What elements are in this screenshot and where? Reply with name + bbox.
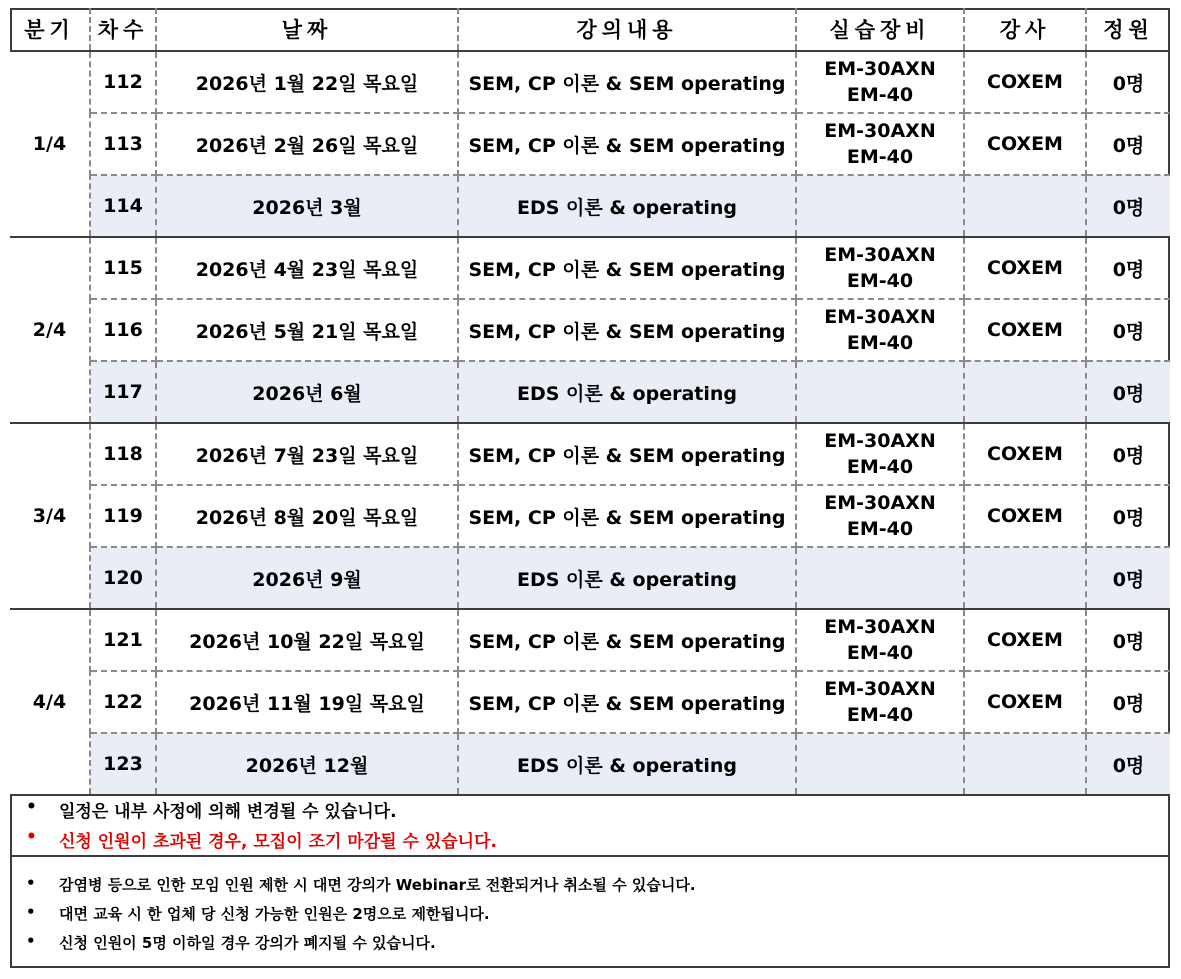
capacity-cell: 0명 [1086,299,1170,361]
note-text: 일정은 내부 사정에 의해 변경될 수 있습니다. [59,802,397,822]
bullet-icon: • [26,874,36,892]
bullet-icon: • [26,932,36,950]
header-session: 차수 [90,8,156,51]
capacity-cell: 0명 [1086,547,1170,609]
equipment-cell [796,547,964,609]
schedule-body [10,51,1170,795]
date-cell: 2026년 2월 26일 목요일 [156,113,458,175]
capacity-cell: 0명 [1086,175,1170,237]
instructor-cell: COXEM [964,113,1086,175]
equipment-model: EM-40 [846,146,914,168]
session-cell: 121 [90,609,156,671]
equipment-model: EM-30AXN [824,306,936,328]
table-row [10,609,1170,671]
topic-cell: SEM, CP 이론 & SEM operating [458,237,796,299]
equipment-cell [796,51,964,113]
topic-cell: SEM, CP 이론 & SEM operating [458,299,796,361]
instructor-cell [964,547,1086,609]
header-capacity: 정원 [1086,8,1170,51]
table-row [10,547,1170,609]
equipment-cell [796,423,964,485]
table-row [10,113,1170,175]
session-cell: 112 [90,51,156,113]
date-cell: 2026년 5월 21일 목요일 [156,299,458,361]
equipment-model: EM-40 [846,270,914,292]
equipment-model: EM-30AXN [824,120,936,142]
instructor-cell: COXEM [964,51,1086,113]
instructor-cell [964,361,1086,423]
table-row [10,361,1170,423]
session-cell: 113 [90,113,156,175]
bullet-icon: • [26,797,37,817]
session-cell: 117 [90,361,156,423]
topic-cell: SEM, CP 이론 & SEM operating [458,51,796,113]
date-cell: 2026년 9월 [156,547,458,609]
equipment-cell [796,609,964,671]
date-cell: 2026년 12월 [156,733,458,795]
note-text: 감염병 등으로 인한 모임 인원 제한 시 대면 강의가 Webinar로 전환되거나 취소될 수 있습니다. [59,876,696,894]
equipment-model: EM-30AXN [824,492,936,514]
equipment-model: EM-30AXN [824,678,936,700]
equipment-cell [796,671,964,733]
table-row [10,237,1170,299]
table-row [10,671,1170,733]
equipment-model: EM-30AXN [824,244,936,266]
equipment-model: EM-30AXN [824,430,936,452]
session-cell: 120 [90,547,156,609]
notes-primary [12,785,1168,857]
topic-cell: EDS 이론 & operating [458,733,796,795]
date-cell: 2026년 1월 22일 목요일 [156,51,458,113]
session-cell: 118 [90,423,156,485]
session-cell: 123 [90,733,156,795]
session-cell: 115 [90,237,156,299]
date-cell: 2026년 3월 [156,175,458,237]
capacity-cell: 0명 [1086,361,1170,423]
capacity-cell: 0명 [1086,733,1170,795]
topic-cell: SEM, CP 이론 & SEM operating [458,671,796,733]
equipment-model: EM-40 [846,642,914,664]
instructor-cell: COXEM [964,609,1086,671]
capacity-cell: 0명 [1086,609,1170,671]
equipment-cell [796,299,964,361]
topic-cell: SEM, CP 이론 & SEM operating [458,485,796,547]
instructor-cell: COXEM [964,423,1086,485]
notes-secondary [12,857,1168,966]
table-row [10,175,1170,237]
header-quarter: 분기 [10,8,90,51]
topic-cell: EDS 이론 & operating [458,547,796,609]
bullet-icon: • [26,827,37,847]
quarter-cell: 4/4 [10,609,90,795]
equipment-model: EM-30AXN [824,58,936,80]
instructor-cell: COXEM [964,237,1086,299]
date-cell: 2026년 8월 20일 목요일 [156,485,458,547]
capacity-cell: 0명 [1086,485,1170,547]
capacity-cell: 0명 [1086,51,1170,113]
equipment-cell [796,237,964,299]
instructor-cell [964,175,1086,237]
equipment-model: EM-40 [846,456,914,478]
equipment-model: EM-40 [846,704,914,726]
equipment-cell [796,361,964,423]
note-text: 신청 인원이 초과된 경우, 모집이 조기 마감될 수 있습니다. [59,832,497,852]
session-cell: 119 [90,485,156,547]
table-row [10,299,1170,361]
equipment-model: EM-40 [846,332,914,354]
session-cell: 114 [90,175,156,237]
table-row [10,423,1170,485]
date-cell: 2026년 10월 22일 목요일 [156,609,458,671]
header-row [10,8,1170,51]
quarter-cell: 3/4 [10,423,90,609]
quarter-cell: 1/4 [10,51,90,237]
session-cell: 122 [90,671,156,733]
header-equipment: 실습장비 [796,8,964,51]
capacity-cell: 0명 [1086,113,1170,175]
topic-cell: EDS 이론 & operating [458,175,796,237]
note-text: 신청 인원이 5명 이하일 경우 강의가 폐지될 수 있습니다. [59,934,436,952]
instructor-cell: COXEM [964,485,1086,547]
note-text: 대면 교육 시 한 업체 당 신청 가능한 인원은 2명으로 제한됩니다. [59,905,490,923]
topic-cell: SEM, CP 이론 & SEM operating [458,609,796,671]
capacity-cell: 0명 [1086,671,1170,733]
equipment-cell [796,485,964,547]
topic-cell: EDS 이론 & operating [458,361,796,423]
capacity-cell: 0명 [1086,423,1170,485]
equipment-model: EM-40 [846,518,914,540]
equipment-model: EM-30AXN [824,616,936,638]
header-topic: 강의내용 [458,8,796,51]
topic-cell: SEM, CP 이론 & SEM operating [458,423,796,485]
capacity-cell: 0명 [1086,237,1170,299]
table-row [10,485,1170,547]
header-date: 날짜 [156,8,458,51]
equipment-cell [796,175,964,237]
instructor-cell: COXEM [964,299,1086,361]
header-instructor: 강사 [964,8,1086,51]
date-cell: 2026년 6월 [156,361,458,423]
equipment-model: EM-40 [846,84,914,106]
date-cell: 2026년 4월 23일 목요일 [156,237,458,299]
topic-cell: SEM, CP 이론 & SEM operating [458,113,796,175]
equipment-cell [796,113,964,175]
bullet-icon: • [26,903,36,921]
date-cell: 2026년 7월 23일 목요일 [156,423,458,485]
instructor-cell: COXEM [964,671,1086,733]
table-row [10,51,1170,113]
quarter-cell: 2/4 [10,237,90,423]
date-cell: 2026년 11월 19일 목요일 [156,671,458,733]
training-schedule-table [10,8,1170,796]
session-cell: 116 [90,299,156,361]
